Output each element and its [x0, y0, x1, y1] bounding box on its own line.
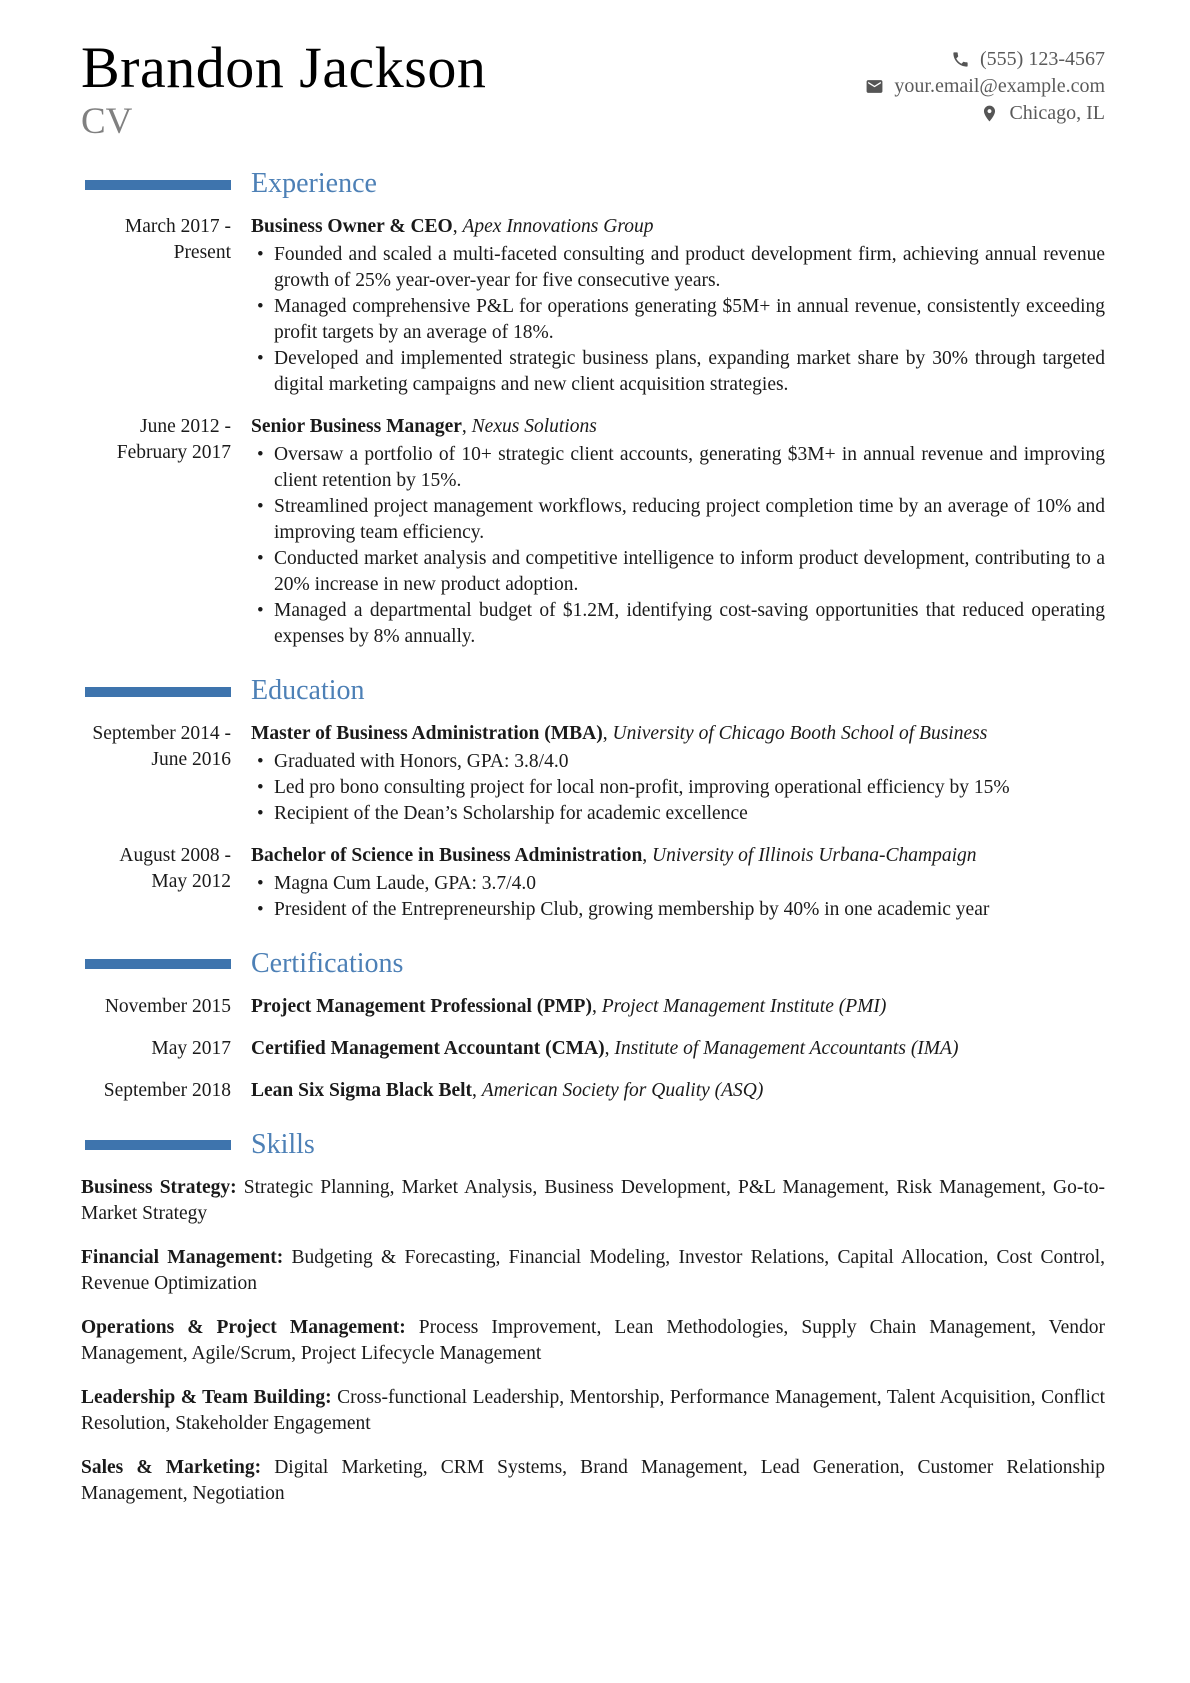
experience-entry: [81, 414, 1105, 650]
phone-row: [951, 48, 1105, 71]
location-text: Chicago, IL: [1009, 102, 1105, 124]
certification-title: Project Management Professional (PMP) ,: [251, 996, 602, 1017]
skill-items: Strategic Planning, Market Analysis, Business Development, P&L Management, Risk Management, Go-to-Market Strategy: [81, 1176, 1106, 1225]
phone-icon: [951, 50, 970, 69]
degree-title: Master of Business Administration (MBA) ,: [251, 723, 612, 744]
section-header-experience: [81, 169, 1105, 200]
skill-items: Budgeting & Forecasting, Financial Modeling, Investor Relations, Capital Allocation, Cost Control, Revenue Optimization: [81, 1246, 1105, 1295]
certification-title: Certified Management Accountant (CMA) ,: [251, 1038, 614, 1059]
person-name: Brandon Jackson: [81, 35, 487, 100]
entry-date: March 2017 - Present: [124, 216, 231, 264]
skill-items: Process Improvement, Lean Methodologies, Supply Chain Management, Vendor Management, Agile/Scrum, Project Lifecycle Management: [81, 1316, 1106, 1365]
skill-group: [81, 1455, 1105, 1508]
entry-headline: [251, 843, 1105, 869]
bullet-item: • Developed and implemented strategic business plans, expanding market share by 30% through targeted digital marketing campaigns and new client acquisition strategies.: [251, 346, 1105, 398]
skill-category-label: Sales & Marketing:: [81, 1456, 262, 1478]
cv-subtitle: CV: [81, 100, 133, 142]
entry-body: [251, 1036, 1105, 1062]
section-accent-bar: [85, 959, 231, 969]
bullet-item: • Graduated with Honors, GPA: 3.8/4.0: [251, 749, 1105, 775]
bullet-item: • President of the Entrepreneurship Club, growing membership by 40% in one academic year: [251, 897, 1105, 923]
section-accent-bar: [85, 687, 231, 697]
section-title-education: Education: [251, 675, 365, 707]
section-header-skills: [81, 1130, 1105, 1161]
bullet-item: • Conducted market analysis and competitive intelligence to inform product development, contributing to a 20% increase in new product adoption.: [251, 546, 1105, 598]
entry-headline: [251, 1036, 1105, 1062]
section-skills: [81, 1130, 1105, 1508]
entry-body: [251, 1078, 1105, 1104]
section-accent-bar: [85, 180, 231, 190]
bullet-item: • Founded and scaled a multi-faceted consulting and product development firm, achieving annual revenue growth of 25% year-over-year for five consecutive years.: [251, 242, 1105, 294]
phone-number: (555) 123-4567: [980, 48, 1105, 70]
skill-group: [81, 1245, 1105, 1298]
job-title: Senior Business Manager ,: [251, 416, 472, 437]
envelope-icon: [865, 77, 884, 96]
skill-group: [81, 1175, 1105, 1228]
bullet-item: • Managed a departmental budget of $1.2M, identifying cost-saving opportunities that reduced operating expenses by 8% annually.: [251, 598, 1105, 650]
bullet-list: [251, 442, 1105, 650]
company-name: Apex Innovations Group: [462, 216, 654, 238]
entry-headline: [251, 994, 1105, 1020]
entry-headline: [251, 414, 1105, 440]
entry-body: [251, 721, 1105, 827]
section-title-experience: Experience: [251, 168, 377, 200]
entry-date: November 2015: [104, 995, 231, 1017]
certification-entry: [81, 994, 1105, 1020]
entry-date: September 2018: [103, 1079, 231, 1101]
section-certifications: [81, 949, 1105, 1104]
section-accent-bar: [85, 1140, 231, 1150]
section-header-education: [81, 676, 1105, 707]
email-row: [865, 75, 1105, 98]
contact-block: [865, 48, 1105, 125]
bullet-list: [251, 749, 1105, 827]
entry-body: [251, 414, 1105, 650]
entry-body: [251, 214, 1105, 398]
section-education: [81, 676, 1105, 923]
degree-title: Bachelor of Science in Business Administration ,: [251, 845, 652, 866]
education-entry: [81, 843, 1105, 923]
bullet-item: • Streamlined project management workflows, reducing project completion time by an average of 10% and improving team efficiency.: [251, 494, 1105, 546]
issuer-name: Institute of Management Accountants (IMA): [614, 1037, 959, 1059]
section-experience: [81, 169, 1105, 650]
entry-date: August 2008 - May 2012: [119, 845, 231, 893]
section-header-certifications: [81, 949, 1105, 980]
experience-entry: [81, 214, 1105, 398]
certification-title: Lean Six Sigma Black Belt ,: [251, 1080, 482, 1101]
bullet-list: [251, 871, 1105, 923]
bullet-item: • Led pro bono consulting project for local non-profit, improving operational efficiency by 15%: [251, 775, 1105, 801]
bullet-item: • Oversaw a portfolio of 10+ strategic client accounts, generating $3M+ in annual revenue and improving client retention by 15%.: [251, 442, 1105, 494]
skill-items: Cross-functional Leadership, Mentorship, Performance Management, Talent Acquisition, Conflict Resolution, Stakeholder Engagement: [81, 1386, 1106, 1435]
education-entry: [81, 721, 1105, 827]
entry-headline: [251, 214, 1105, 240]
entry-body: [251, 843, 1105, 923]
certification-entry: [81, 1078, 1105, 1104]
skill-group: [81, 1315, 1105, 1368]
certification-entry: [81, 1036, 1105, 1062]
school-name: University of Chicago Booth School of Business: [612, 723, 988, 745]
bullet-item: • Managed comprehensive P&L for operations generating $5M+ in annual revenue, consistently exceeding profit targets by an average of 18%.: [251, 294, 1105, 346]
skill-category-label: Financial Management:: [81, 1246, 284, 1268]
issuer-name: American Society for Quality (ASQ): [481, 1079, 764, 1101]
entry-date: September 2014 - June 2016: [92, 723, 231, 771]
entry-date: May 2017: [151, 1037, 231, 1059]
entry-body: [251, 994, 1105, 1020]
email-address: your.email@example.com: [894, 75, 1105, 97]
entry-headline: [251, 1078, 1105, 1104]
bullet-item: • Recipient of the Dean’s Scholarship for academic excellence: [251, 801, 1105, 827]
issuer-name: Project Management Institute (PMI): [601, 995, 887, 1017]
header: [81, 35, 1105, 143]
bullet-item: • Magna Cum Laude, GPA: 3.7/4.0: [251, 871, 1105, 897]
job-title: Business Owner & CEO ,: [251, 216, 462, 237]
skill-group: [81, 1385, 1105, 1438]
bullet-list: [251, 242, 1105, 398]
section-title-skills: Skills: [251, 1128, 315, 1160]
entry-date: June 2012 - February 2017: [116, 416, 231, 464]
skill-items: Digital Marketing, CRM Systems, Brand Management, Lead Generation, Customer Relationship Management, Negotiation: [81, 1456, 1106, 1505]
skill-category-label: Operations & Project Management:: [81, 1316, 406, 1338]
location-pin-icon: [980, 104, 999, 123]
location-row: [980, 102, 1105, 125]
school-name: University of Illinois Urbana-Champaign: [652, 845, 977, 867]
skill-category-label: Leadership & Team Building:: [81, 1386, 332, 1408]
company-name: Nexus Solutions: [471, 416, 597, 438]
section-title-certifications: Certifications: [251, 948, 404, 980]
entry-headline: [251, 721, 1105, 747]
skill-category-label: Business Strategy:: [81, 1176, 237, 1198]
